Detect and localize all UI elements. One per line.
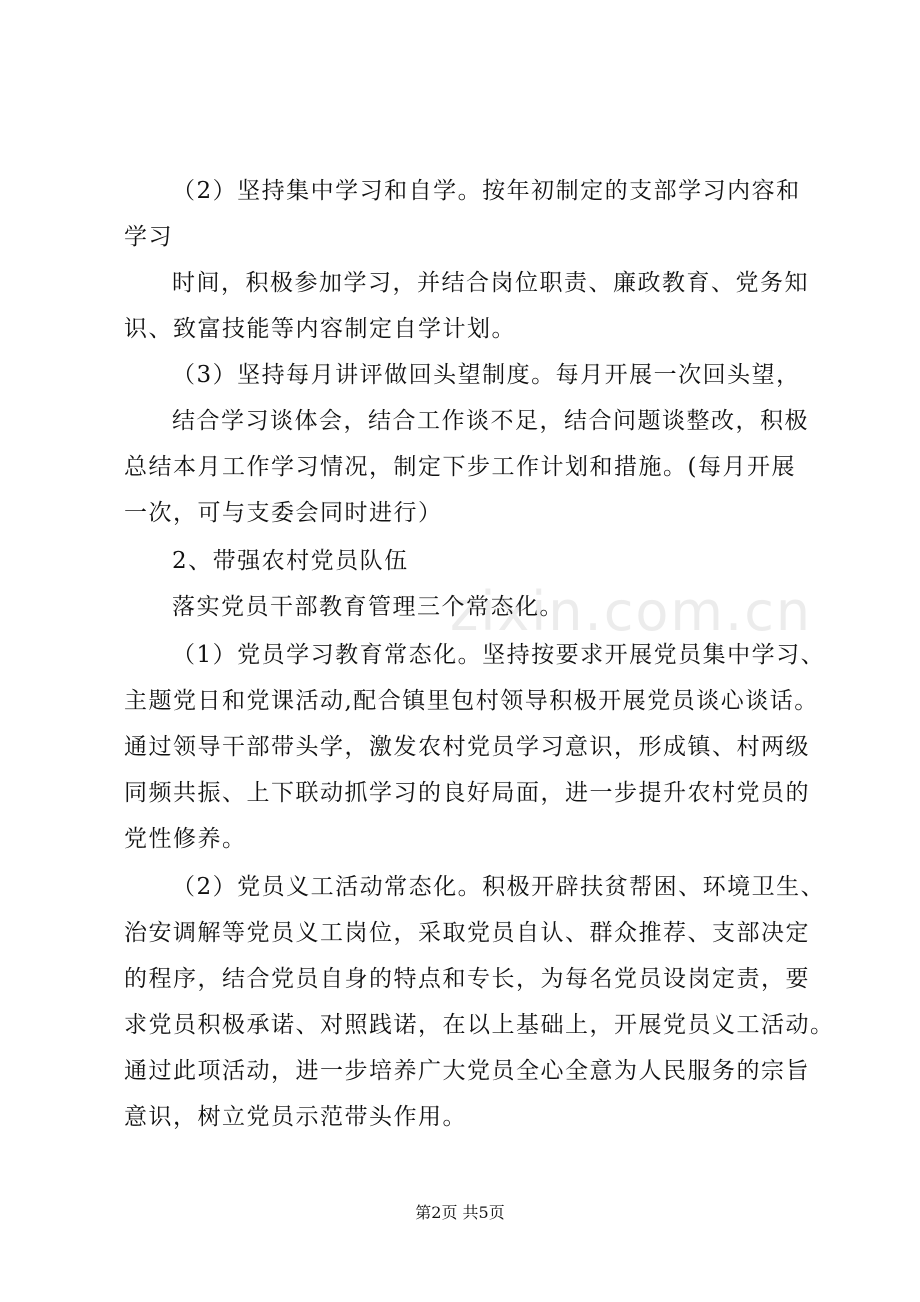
text-line-2: 学习 bbox=[124, 224, 173, 250]
section-heading: 2、带强农村党员队伍 bbox=[172, 548, 409, 574]
text-line-15: 党性修养。 bbox=[124, 826, 247, 852]
text-line-12: 主题党日和党课活动,配合镇里包村领导积极开展党员谈心谈话。 bbox=[124, 688, 819, 714]
text-line-10: 落实党员干部教育管理三个常态化。 bbox=[172, 594, 564, 620]
page-footer: 第2页 共5页 bbox=[415, 1203, 505, 1222]
text-line-17: 治安调解等党员义工岗位，采取党员自认、群众推荐、支部决定 bbox=[124, 920, 810, 946]
text-line-6: 结合学习谈体会，结合工作谈不足，结合问题谈整改，积极 bbox=[172, 408, 809, 434]
text-line-3: 时间，积极参加学习，并结合岗位职责、廉政教育、党务知 bbox=[172, 270, 809, 296]
text-line-1: （2）坚持集中学习和自学。按年初制定的支部学习内容和 bbox=[172, 178, 801, 204]
text-line-13: 通过领导干部带头学，激发农村党员学习意识，形成镇、村两级 bbox=[124, 734, 810, 760]
text-line-16: （2）党员义工活动常态化。积极开辟扶贫帮困、环境卫生、 bbox=[172, 874, 826, 900]
text-line-19: 求党员积极承诺、对照践诺，在以上基础上，开展党员义工活动。 bbox=[124, 1012, 835, 1038]
text-line-5: （3）坚持每月讲评做回头望制度。每月开展一次回头望， bbox=[172, 362, 801, 388]
text-line-18: 的程序，结合党员自身的特点和专长，为每名党员设岗定责，要 bbox=[124, 966, 810, 992]
text-line-11: （1）党员学习教育常态化。坚持按要求开展党员集中学习、 bbox=[172, 642, 826, 668]
text-line-20: 通过此项活动，进一步培养广大党员全心全意为人民服务的宗旨 bbox=[124, 1058, 810, 1084]
text-line-4: 识、致富技能等内容制定自学计划。 bbox=[124, 316, 516, 342]
watermark: zixin.com.cn bbox=[450, 580, 813, 643]
text-line-7: 总结本月工作学习情况，制定下步工作计划和措施。(每月开展 bbox=[124, 454, 796, 480]
text-line-8: 一次，可与支委会同时进行） bbox=[124, 500, 443, 526]
text-line-14: 同频共振、上下联动抓学习的良好局面，进一步提升农村党员的 bbox=[124, 780, 810, 806]
text-line-21: 意识，树立党员示范带头作用。 bbox=[124, 1104, 467, 1130]
